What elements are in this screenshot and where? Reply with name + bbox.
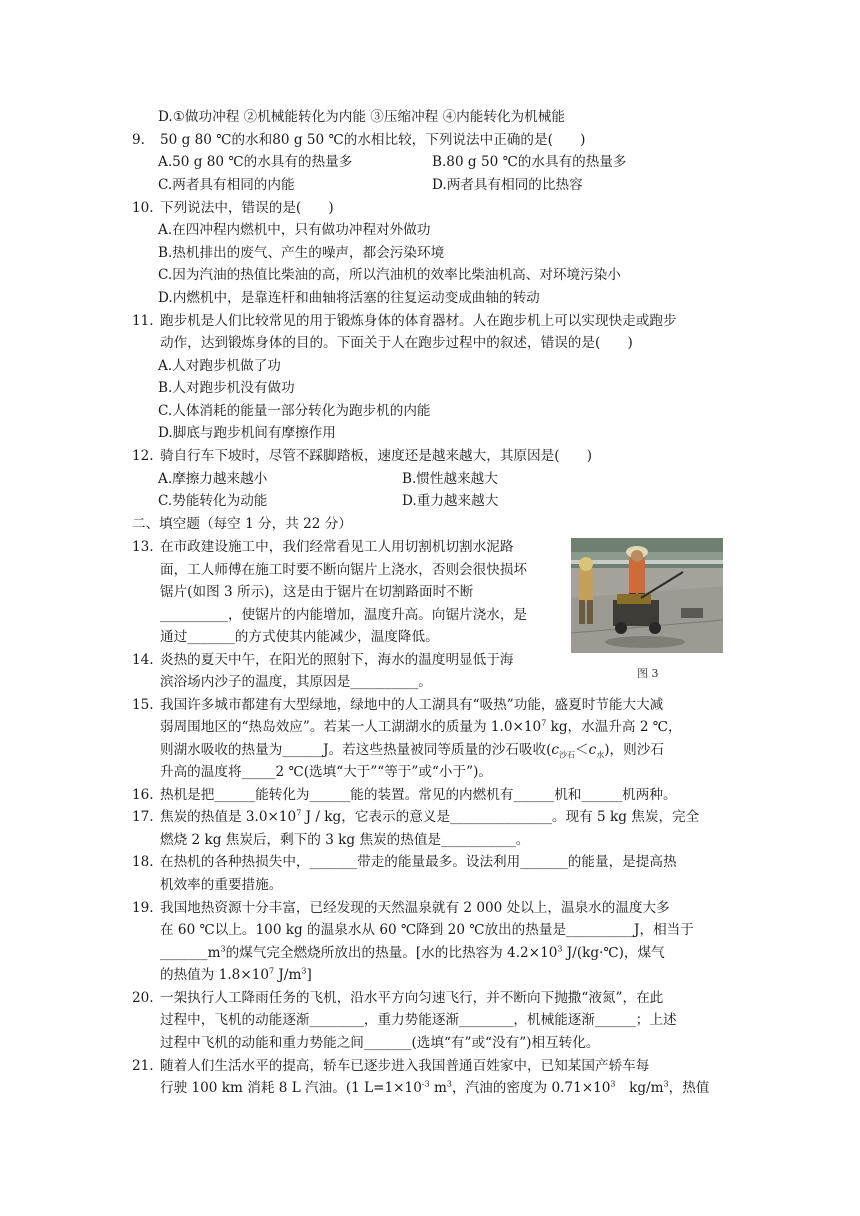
exponent: 3 — [301, 966, 307, 976]
exponent: 3 — [446, 1079, 452, 1089]
question-line-1 — [160, 806, 699, 828]
question-line-1: 我国地热资源十分丰富，已经发现的天然温泉就有 2 000 处以上，温泉水的温度大多 — [160, 900, 670, 916]
text: 的煤气完全燃烧所放出的热量。[水的比热容为 4.2×10 — [225, 945, 558, 961]
text: ] — [306, 967, 312, 983]
text: m — [429, 1080, 447, 1096]
option-d: D.两者具有相同的比热容 — [432, 177, 583, 193]
option-b: B.人对跑步机没有做功 — [158, 380, 295, 396]
option-c: C.因为汽油的热值比柴油的高，所以汽油机的效率比柴油机高、对环境污染小 — [158, 267, 621, 283]
exponent: 7 — [269, 966, 275, 976]
question-line-4 — [160, 964, 312, 986]
exponent: -3 — [421, 1079, 430, 1089]
question-number: 16. — [132, 787, 154, 803]
question-line-3 — [160, 739, 664, 761]
question-line-1: 随着人们生活水平的提高，轿车已逐步进入我国普通百姓家中，已知某国产轿车每 — [160, 1058, 650, 1074]
exponent: 7 — [296, 808, 302, 818]
option-d: D.内燃机中，是靠连杆和曲轴将活塞的往复运动变成曲轴的转动 — [158, 290, 540, 306]
question-stem-line-1: 跑步机是人们比较常见的用于锻炼身体的体育器材。人在跑步机上可以实现快走或跑步 — [160, 313, 677, 329]
question-line-4: __________，使锯片的内能增加，温度升高。向锯片浇水，是 — [160, 607, 528, 623]
option-a: A.在四冲程内燃机中，只有做功冲程对外做功 — [158, 222, 431, 238]
option-b: B.80 g 50 ℃的水具有的热量多 — [432, 154, 627, 170]
question-line-5: 通过_______的方式使其内能减少，温度降低。 — [160, 629, 439, 645]
question-line-1: 我国许多城市都建有大型绿地，绿地中的人工湖具有“吸热”功能，盛夏时节能大大减 — [160, 697, 664, 713]
question-line-1: 炎热的夏天中午，在阳光的照射下，海水的温度明显低于海 — [160, 652, 514, 668]
question-number: 20. — [132, 990, 154, 1006]
question-stem: 骑自行车下坡时，尽管不踩脚踏板，速度还是越来越大，其原因是( ) — [160, 448, 593, 464]
text: _______m — [160, 945, 221, 961]
question-stem-line-2: 动作，达到锻炼身体的目的。下面关于人在跑步过程中的叙述，错误的是( ) — [160, 335, 633, 351]
figure-3-photo — [571, 538, 723, 653]
exponent: 3 — [220, 944, 226, 954]
question-number: 15. — [132, 697, 154, 713]
question-number: 9. — [132, 132, 145, 148]
question-number: 18. — [132, 854, 154, 870]
question-number: 17. — [132, 809, 154, 825]
text: ，汽油的密度为 0.71×10 — [451, 1080, 611, 1096]
symbol: c — [551, 742, 560, 758]
question-line-1: 在市政建设施工中，我们经常看见工人用切割机切割水泥路 — [160, 539, 514, 555]
question-line-4: 升高的温度将_____2 ℃(选填“大于”“等于”或“小于”)。 — [160, 764, 492, 780]
question-stem: 50 g 80 ℃的水和80 g 50 ℃的水相比较，下列说法中正确的是( ) — [160, 132, 586, 148]
option-a: A.摩擦力越来越小 — [158, 471, 268, 487]
question-line-2 — [160, 716, 682, 738]
option-a: A.50 g 80 ℃的水具有的热量多 — [158, 154, 353, 170]
text: J / kg，它表示的意义是_______________。现有 5 kg 焦炭，完全 — [301, 809, 700, 825]
text: ，热值 — [668, 1080, 710, 1096]
question-line-2: 机效率的重要措施。 — [160, 877, 283, 893]
question-line-1: 在热机的各种热损失中，_______带走的能量最多。设法利用_______的能量，是提高热 — [160, 854, 677, 870]
question-line-1: 一架执行人工降雨任务的飞机，沿水平方向匀速飞行，并不断向下抛撒“液氮”，在此 — [160, 990, 664, 1006]
question-line-3: 过程中飞机的动能和重力势能之间_______(选填“有”或“没有”)相互转化。 — [160, 1035, 600, 1051]
text: 弱周围地区的“热岛效应”。若某一人工湖湖水的质量为 1.0×10 — [160, 719, 542, 735]
question-number: 21. — [132, 1058, 154, 1074]
question-line-2: 滨浴场内沙子的温度，其原因是__________。 — [160, 674, 432, 690]
question-number: 13. — [132, 539, 154, 555]
text: kg/m — [615, 1080, 664, 1096]
option-d: D.重力越来越大 — [402, 493, 499, 509]
question-line-1: 热机是把______能转化为______能的装置。常见的内燃机有______机和______机两种。 — [160, 787, 677, 803]
symbol: c — [588, 742, 597, 758]
text: 焦炭的热值是 3.0×10 — [160, 809, 297, 825]
question-line-2: 燃烧 2 kg 焦炭后，剩下的 3 kg 焦炭的热值是___________。 — [160, 832, 530, 848]
exponent: 7 — [541, 718, 547, 728]
exponent: 3 — [610, 1079, 616, 1089]
section-heading: 二、填空题（每空 1 分，共 22 分） — [132, 516, 352, 532]
option-c: C.两者具有相同的内能 — [158, 177, 295, 193]
text: J/(kg·℃)，煤气 — [562, 945, 665, 961]
question-line-2: 在 60 ℃以上。100 kg 的温泉水从 60 ℃降到 20 ℃放出的热量是__________J，相当于 — [160, 922, 694, 938]
option-b: B.热机排出的废气、产生的噪声，都会污染环境 — [158, 245, 445, 261]
q8-option-d: D.①做功冲程 ②机械能转化为内能 ③压缩冲程 ④内能转化为机械能 — [158, 109, 565, 125]
text: kg，水温升高 2 ℃， — [546, 719, 682, 735]
option-a: A.人对跑步机做了功 — [158, 358, 281, 374]
question-line-3: 锯片(如图 3 所示)，这是由于锯片在切割路面时不断 — [160, 584, 474, 600]
text: J/m — [274, 967, 302, 983]
question-line-2: 面，工人师傅在施工时要不断向锯片上浇水，否则会很快损坏 — [160, 562, 528, 578]
option-d: D.脚底与跑步机间有摩擦作用 — [158, 425, 336, 441]
question-line-2: 过程中，飞机的动能逐渐________，重力势能逐渐________，机械能逐渐______；上述 — [160, 1012, 677, 1028]
question-stem: 下列说法中，错误的是( ) — [160, 200, 334, 216]
question-number: 19. — [132, 900, 154, 916]
figure-caption: 图 3 — [637, 667, 659, 680]
option-c: C.人体消耗的能量一部分转化为跑步机的内能 — [158, 403, 431, 419]
question-number: 11. — [132, 313, 154, 329]
text: 行驶 100 km 消耗 8 L 汽油。(1 L=1×10 — [160, 1080, 422, 1096]
text: )，则沙石 — [604, 742, 664, 758]
question-number: 14. — [132, 652, 154, 668]
question-line-2 — [160, 1077, 709, 1099]
question-number: 12. — [132, 448, 154, 464]
exponent: 3 — [557, 944, 563, 954]
text: 则湖水吸收的热量为______J。若这些热量被同等质量的沙石吸收( — [160, 742, 552, 758]
road-cutting-illustration — [571, 538, 723, 653]
option-c: C.势能转化为动能 — [158, 493, 268, 509]
exponent: 3 — [663, 1079, 669, 1089]
subscript: 水 — [596, 750, 605, 760]
question-number: 10. — [132, 200, 154, 216]
less-than: ＜ — [575, 742, 589, 758]
subscript: 沙石 — [559, 750, 576, 760]
text: 的热值为 1.8×10 — [160, 967, 270, 983]
question-line-3 — [160, 942, 665, 964]
option-b: B.惯性越来越大 — [402, 471, 498, 487]
